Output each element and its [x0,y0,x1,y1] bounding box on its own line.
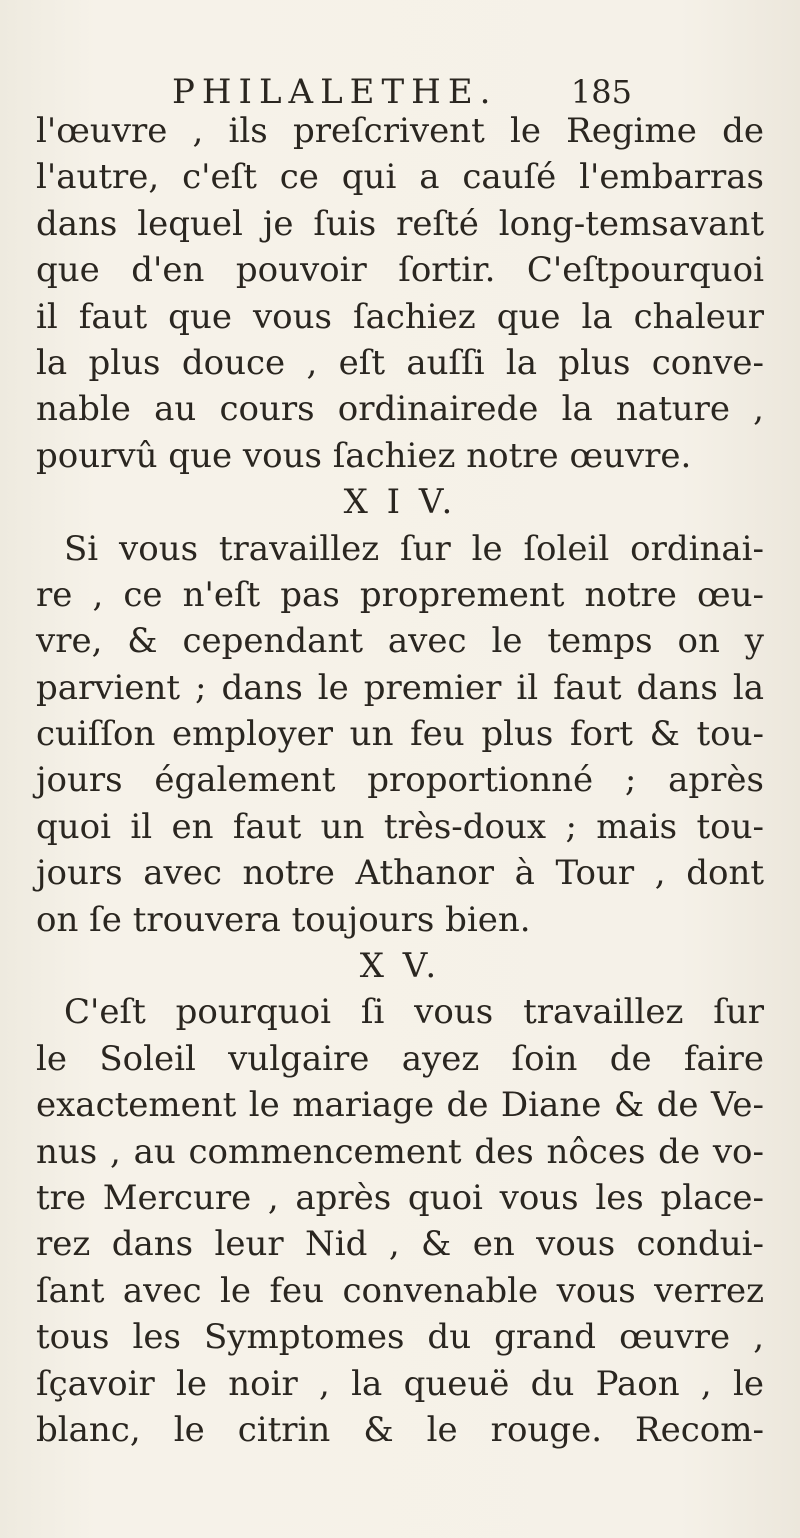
section-heading: X I V. [343,482,457,523]
text-line: blanc, le citrin & le rouge. Recom- [36,1409,764,1450]
page-header [172,72,632,112]
text-line: la plus douce , eſt auſſi la plus conve- [36,342,764,383]
text-line: Si vous travaillez ſur le ſoleil ordinai- [64,528,764,569]
text-line: tre Mercure , après quoi vous les place- [36,1177,764,1218]
running-title: PHILALETHE. [172,72,498,112]
text-line: ſant avec le feu convenable vous verrez [36,1270,764,1311]
text-line: nus , au commencement des nôces de vo- [36,1131,764,1172]
body-text [36,108,764,1453]
text-line: C'eſt pourquoi ſi vous travaillez ſur [64,992,764,1033]
text-line: il faut que vous ſachiez que la chaleur [36,296,764,337]
text-line: re , ce n'eſt pas proprement notre œu- [36,574,764,615]
text-line: dans lequel je ſuis reſté long-temsavant [36,203,764,244]
text-line: tous les Symptomes du grand œuvre , [36,1317,764,1358]
text-line: jours également proportionné ; après [36,760,764,801]
text-line: l'autre, c'eſt ce qui a cauſé l'embarras [36,157,764,198]
text-line: pourvû que vous ſachiez notre œuvre. [36,435,692,476]
text-line: l'œuvre , ils preſcrivent le Regime de [36,111,764,151]
text-line: ſçavoir le noir , la queuë du Paon , le [36,1363,764,1404]
text-line: on ſe trouvera toujours bien. [36,899,531,940]
text-line: rez dans leur Nid , & en vous condui- [36,1224,764,1265]
text-line: jours avec notre Athanor à Tour , dont [36,853,764,894]
text-line: cuiſſon employer un feu plus fort & tou- [36,714,764,755]
page-number: 185 [570,73,632,111]
section-heading: X V. [359,946,441,987]
text-line: quoi il en faut un très-doux ; mais tou- [36,806,764,847]
text-line: que d'en pouvoir ſortir. C'eſtpourquoi [36,250,764,291]
text-line: vre, & cependant avec le temps on y [36,621,764,662]
text-line: nable au cours ordinairede la nature , [36,389,764,430]
text-line: parvient ; dans le premier il faut dans la [36,667,764,708]
text-line: exactement le mariage de Diane & de Ve- [36,1085,764,1126]
text-line: le Soleil vulgaire ayez ſoin de faire [36,1038,764,1079]
